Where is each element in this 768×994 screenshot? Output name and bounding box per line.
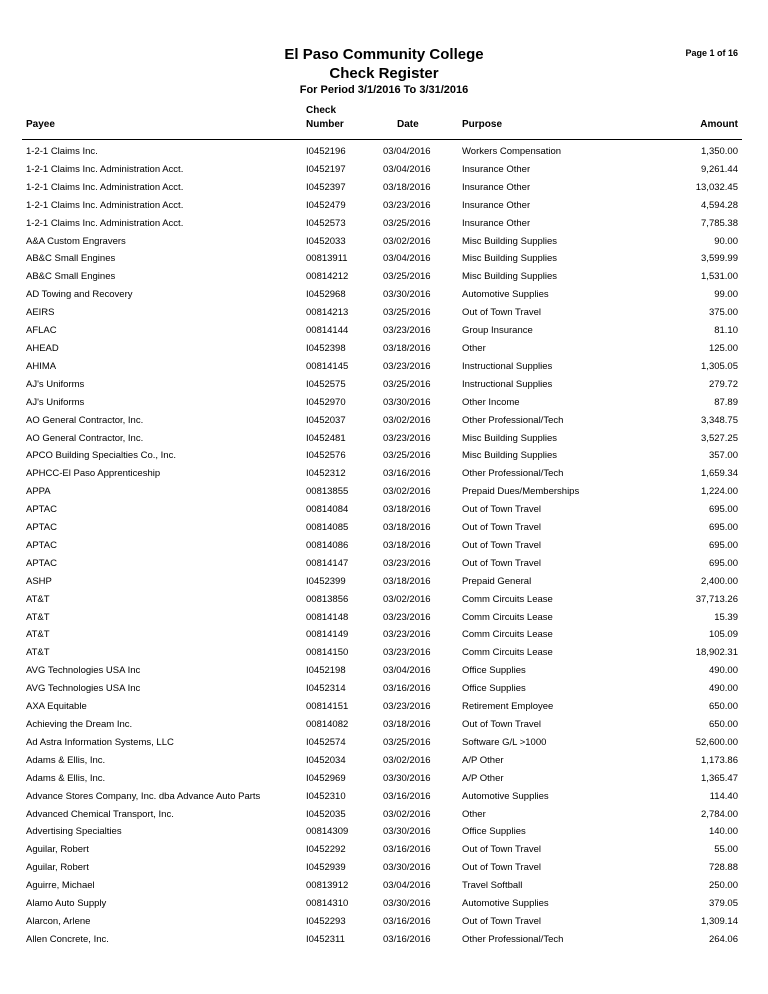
purpose-cell: Office Supplies xyxy=(462,683,526,695)
purpose-cell: Out of Town Travel xyxy=(462,539,542,551)
table-row xyxy=(0,483,768,501)
purpose-cell: Out of Town Travel xyxy=(462,862,542,874)
purpose-cell: Misc Building Supplies xyxy=(462,235,558,247)
payee-cell: AT&T xyxy=(26,629,50,641)
date-cell: 03/25/2016 xyxy=(383,217,431,229)
payee-cell: Achieving the Dream Inc. xyxy=(26,719,133,730)
payee-cell: APTAC xyxy=(26,522,57,534)
date-cell: 03/16/2016 xyxy=(383,683,431,695)
date-cell: 03/30/2016 xyxy=(383,772,431,784)
table-row xyxy=(0,734,768,752)
check-number-cell: I0452398 xyxy=(306,342,346,354)
check-number-cell: 00814144 xyxy=(306,325,349,337)
date-cell: 03/25/2016 xyxy=(383,378,431,390)
table-row xyxy=(0,555,768,573)
purpose-cell: Workers Compensation xyxy=(462,146,562,157)
date-cell: 03/18/2016 xyxy=(383,575,431,587)
purpose-cell: Out of Town Travel xyxy=(462,557,542,569)
payee-cell: AFLAC xyxy=(26,325,57,337)
date-cell: 03/18/2016 xyxy=(383,504,431,516)
purpose-cell: Out of Town Travel xyxy=(462,719,542,730)
amount-cell: 490.00 xyxy=(708,665,738,677)
purpose-cell: Misc Building Supplies xyxy=(462,271,558,283)
purpose-cell: Comm Circuits Lease xyxy=(462,647,553,659)
date-cell: 03/23/2016 xyxy=(383,199,431,211)
amount-cell: 52,600.00 xyxy=(695,736,738,748)
date-cell: 03/02/2016 xyxy=(383,414,431,426)
purpose-cell: Misc Building Supplies xyxy=(462,253,558,265)
table-row xyxy=(0,770,768,788)
payee-cell: Adams & Ellis, Inc. xyxy=(26,772,106,784)
purpose-cell: Other Professional/Tech xyxy=(462,933,564,945)
payee-cell: ASHP xyxy=(26,575,52,587)
table-row xyxy=(0,877,768,895)
payee-cell: APTAC xyxy=(26,504,57,516)
amount-cell: 7,785.38 xyxy=(701,217,738,229)
amount-cell: 1,350.00 xyxy=(701,146,738,157)
purpose-cell: Automotive Supplies xyxy=(462,898,549,910)
table-row xyxy=(0,143,768,161)
table-row xyxy=(0,197,768,215)
payee-cell: Adams & Ellis, Inc. xyxy=(26,754,106,766)
date-cell: 03/18/2016 xyxy=(383,342,431,354)
check-number-cell: I0452197 xyxy=(306,163,346,175)
payee-cell: Aguilar, Robert xyxy=(26,862,89,874)
check-number-cell: 00813856 xyxy=(306,593,349,605)
payee-cell: 1-2-1 Claims Inc. Administration Acct. xyxy=(26,199,184,211)
table-row xyxy=(0,609,768,627)
table-row xyxy=(0,358,768,376)
purpose-cell: Other xyxy=(462,342,486,354)
table-row xyxy=(0,412,768,430)
table-row xyxy=(0,913,768,931)
purpose-cell: Instructional Supplies xyxy=(462,360,553,372)
check-number-cell: I0452035 xyxy=(306,808,346,820)
date-cell: 03/02/2016 xyxy=(383,808,431,820)
amount-cell: 1,659.34 xyxy=(701,468,738,480)
check-number-cell: I0452399 xyxy=(306,575,346,587)
payee-cell: AT&T xyxy=(26,611,50,623)
table-row xyxy=(0,698,768,716)
table-row xyxy=(0,680,768,698)
date-cell: 03/04/2016 xyxy=(383,880,431,892)
amount-cell: 4,594.28 xyxy=(701,199,738,211)
amount-cell: 81.10 xyxy=(714,325,738,337)
page-number: Page 1 of 16 xyxy=(685,48,738,58)
payee-cell: AT&T xyxy=(26,593,50,605)
amount-cell: 1,309.14 xyxy=(701,915,738,927)
table-row xyxy=(0,286,768,304)
purpose-cell: Other xyxy=(462,808,486,820)
payee-cell: Alamo Auto Supply xyxy=(26,898,107,910)
purpose-cell: Office Supplies xyxy=(462,665,526,677)
purpose-cell: Out of Town Travel xyxy=(462,522,542,534)
payee-cell: APCO Building Specialties Co., Inc. xyxy=(26,450,176,462)
purpose-cell: Instructional Supplies xyxy=(462,378,553,390)
date-cell: 03/30/2016 xyxy=(383,862,431,874)
date-cell: 03/02/2016 xyxy=(383,593,431,605)
date-cell: 03/18/2016 xyxy=(383,181,431,193)
date-cell: 03/23/2016 xyxy=(383,629,431,641)
table-row xyxy=(0,644,768,662)
table-row xyxy=(0,430,768,448)
table-row xyxy=(0,591,768,609)
amount-cell: 695.00 xyxy=(708,522,738,534)
payee-cell: Advance Stores Company, Inc. dba Advance Auto Parts xyxy=(26,790,261,802)
header-divider xyxy=(22,139,742,140)
organization-name: El Paso Community College xyxy=(284,46,484,63)
amount-cell: 3,348.75 xyxy=(701,414,738,426)
table-row xyxy=(0,322,768,340)
amount-cell: 125.00 xyxy=(708,342,738,354)
purpose-cell: Other Income xyxy=(462,396,520,408)
payee-cell: Advertising Specialties xyxy=(26,826,122,838)
check-number-cell: 00814082 xyxy=(306,719,349,730)
table-row xyxy=(0,340,768,358)
check-number-cell: I0452292 xyxy=(306,844,346,856)
table-row xyxy=(0,233,768,251)
column-header-amount: Amount xyxy=(700,119,738,130)
purpose-cell: Software G/L >1000 xyxy=(462,736,547,748)
date-cell: 03/23/2016 xyxy=(383,611,431,623)
table-row xyxy=(0,931,768,949)
check-number-cell: I0452293 xyxy=(306,915,346,927)
table-row xyxy=(0,501,768,519)
check-number-cell: I0452576 xyxy=(306,450,346,462)
purpose-cell: A/P Other xyxy=(462,772,504,784)
check-number-cell: 00814086 xyxy=(306,539,349,551)
table-row xyxy=(0,519,768,537)
check-number-cell: 00814212 xyxy=(306,271,349,283)
check-number-cell: 00813855 xyxy=(306,486,349,498)
payee-cell: APTAC xyxy=(26,557,57,569)
table-row xyxy=(0,806,768,824)
purpose-cell: Prepaid General xyxy=(462,575,532,587)
table-row xyxy=(0,626,768,644)
date-cell: 03/25/2016 xyxy=(383,307,431,319)
payee-cell: Advanced Chemical Transport, Inc. xyxy=(26,808,174,820)
date-cell: 03/16/2016 xyxy=(383,468,431,480)
amount-cell: 1,173.86 xyxy=(701,754,738,766)
purpose-cell: Retirement Employee xyxy=(462,701,554,713)
payee-cell: 1-2-1 Claims Inc. Administration Acct. xyxy=(26,163,184,175)
payee-cell: 1-2-1 Claims Inc. Administration Acct. xyxy=(26,217,184,229)
purpose-cell: Out of Town Travel xyxy=(462,844,542,856)
amount-cell: 55.00 xyxy=(714,844,738,856)
table-row xyxy=(0,716,768,734)
purpose-cell: Misc Building Supplies xyxy=(462,450,558,462)
payee-cell: 1-2-1 Claims Inc. xyxy=(26,146,98,157)
amount-cell: 695.00 xyxy=(708,539,738,551)
check-number-cell: 00814213 xyxy=(306,307,349,319)
check-number-cell: I0452034 xyxy=(306,754,346,766)
payee-cell: AB&C Small Engines xyxy=(26,253,116,265)
check-number-cell: I0452939 xyxy=(306,862,346,874)
check-number-cell: 00814148 xyxy=(306,611,349,623)
check-number-cell: I0452968 xyxy=(306,289,346,301)
date-cell: 03/30/2016 xyxy=(383,898,431,910)
purpose-cell: Out of Town Travel xyxy=(462,915,542,927)
check-number-cell: I0452198 xyxy=(306,665,346,677)
check-number-cell: I0452310 xyxy=(306,790,346,802)
report-title: Check Register xyxy=(329,65,439,82)
amount-cell: 695.00 xyxy=(708,557,738,569)
amount-cell: 1,365.47 xyxy=(701,772,738,784)
date-cell: 03/30/2016 xyxy=(383,826,431,838)
payee-cell: APPA xyxy=(26,486,51,498)
amount-cell: 250.00 xyxy=(708,880,738,892)
payee-cell: AJ's Uniforms xyxy=(26,378,85,390)
purpose-cell: Comm Circuits Lease xyxy=(462,593,553,605)
amount-cell: 9,261.44 xyxy=(701,163,738,175)
purpose-cell: Automotive Supplies xyxy=(462,289,549,301)
date-cell: 03/02/2016 xyxy=(383,754,431,766)
purpose-cell: Out of Town Travel xyxy=(462,307,542,319)
date-cell: 03/23/2016 xyxy=(383,701,431,713)
check-number-cell: 00814085 xyxy=(306,522,349,534)
amount-cell: 379.05 xyxy=(708,898,738,910)
amount-cell: 375.00 xyxy=(708,307,738,319)
amount-cell: 114.40 xyxy=(709,790,738,802)
table-row xyxy=(0,859,768,877)
payee-cell: AHIMA xyxy=(26,360,57,372)
purpose-cell: Misc Building Supplies xyxy=(462,432,558,444)
date-cell: 03/18/2016 xyxy=(383,719,431,730)
amount-cell: 2,784.00 xyxy=(701,808,738,820)
amount-cell: 650.00 xyxy=(708,701,738,713)
table-row xyxy=(0,537,768,555)
amount-cell: 37,713.26 xyxy=(695,593,738,605)
amount-cell: 490.00 xyxy=(708,683,738,695)
amount-cell: 279.72 xyxy=(708,378,738,390)
date-cell: 03/04/2016 xyxy=(383,253,431,265)
payee-cell: AJ's Uniforms xyxy=(26,396,85,408)
payee-cell: AEIRS xyxy=(26,307,55,319)
table-row xyxy=(0,447,768,465)
table-row xyxy=(0,752,768,770)
check-number-cell: I0452969 xyxy=(306,772,346,784)
check-number-cell: 00814147 xyxy=(306,557,349,569)
date-cell: 03/25/2016 xyxy=(383,271,431,283)
amount-cell: 3,527.25 xyxy=(701,432,738,444)
date-cell: 03/18/2016 xyxy=(383,522,431,534)
purpose-cell: Office Supplies xyxy=(462,826,526,838)
purpose-cell: Comm Circuits Lease xyxy=(462,629,553,641)
date-cell: 03/16/2016 xyxy=(383,790,431,802)
amount-cell: 695.00 xyxy=(708,504,738,516)
check-number-cell: I0452397 xyxy=(306,181,346,193)
table-row xyxy=(0,268,768,286)
date-cell: 03/23/2016 xyxy=(383,360,431,372)
date-cell: 03/23/2016 xyxy=(383,325,431,337)
amount-cell: 357.00 xyxy=(708,450,738,462)
check-number-cell: 00814150 xyxy=(306,647,349,659)
payee-cell: AB&C Small Engines xyxy=(26,271,116,283)
column-header-purpose: Purpose xyxy=(462,119,503,130)
column-header-date: Date xyxy=(397,119,419,130)
amount-cell: 99.00 xyxy=(714,289,738,301)
payee-cell: AT&T xyxy=(26,647,50,659)
check-number-cell: I0452970 xyxy=(306,396,346,408)
date-cell: 03/30/2016 xyxy=(383,289,431,301)
table-row xyxy=(0,841,768,859)
table-row xyxy=(0,215,768,233)
table-row xyxy=(0,376,768,394)
column-header-check-line1: Check xyxy=(306,105,337,116)
check-number-cell: 00814309 xyxy=(306,826,349,838)
date-cell: 03/04/2016 xyxy=(383,665,431,677)
date-cell: 03/23/2016 xyxy=(383,557,431,569)
amount-cell: 140.00 xyxy=(708,826,738,838)
check-number-cell: I0452311 xyxy=(306,933,345,945)
purpose-cell: Group Insurance xyxy=(462,325,533,337)
amount-cell: 264.06 xyxy=(708,933,738,945)
check-number-cell: I0452574 xyxy=(306,736,346,748)
check-number-cell: 00814149 xyxy=(306,629,349,641)
purpose-cell: Automotive Supplies xyxy=(462,790,549,802)
payee-cell: A&A Custom Engravers xyxy=(26,235,126,247)
table-row xyxy=(0,394,768,412)
date-cell: 03/16/2016 xyxy=(383,844,431,856)
date-cell: 03/04/2016 xyxy=(383,146,431,157)
amount-cell: 1,305.05 xyxy=(701,360,738,372)
date-cell: 03/25/2016 xyxy=(383,450,431,462)
column-header-check xyxy=(306,104,344,132)
date-cell: 03/23/2016 xyxy=(383,647,431,659)
date-cell: 03/16/2016 xyxy=(383,933,431,945)
payee-cell: Aguirre, Michael xyxy=(26,880,95,892)
table-row xyxy=(0,161,768,179)
date-cell: 03/18/2016 xyxy=(383,539,431,551)
report-period: For Period 3/1/2016 To 3/31/2016 xyxy=(299,84,469,96)
check-number-cell: I0452479 xyxy=(306,199,346,211)
amount-cell: 87.89 xyxy=(714,396,738,408)
check-number-cell: I0452481 xyxy=(306,432,346,444)
purpose-cell: Comm Circuits Lease xyxy=(462,611,553,623)
purpose-cell: Other Professional/Tech xyxy=(462,414,564,426)
purpose-cell: Insurance Other xyxy=(462,163,531,175)
payee-cell: AHEAD xyxy=(26,342,59,354)
table-row xyxy=(0,465,768,483)
date-cell: 03/30/2016 xyxy=(383,396,431,408)
table-row xyxy=(0,304,768,322)
date-cell: 03/04/2016 xyxy=(383,163,431,175)
payee-cell: AVG Technologies USA Inc xyxy=(26,665,141,677)
payee-cell: AD Towing and Recovery xyxy=(26,289,133,301)
amount-cell: 728.88 xyxy=(708,862,738,874)
check-number-cell: 00813912 xyxy=(306,880,349,892)
payee-cell: APTAC xyxy=(26,539,57,551)
payee-cell: Ad Astra Information Systems, LLC xyxy=(26,736,174,748)
amount-cell: 1,531.00 xyxy=(701,271,738,283)
table-row xyxy=(0,250,768,268)
purpose-cell: Insurance Other xyxy=(462,199,531,211)
amount-cell: 650.00 xyxy=(708,719,738,730)
table-row xyxy=(0,179,768,197)
payee-cell: Alarcon, Arlene xyxy=(26,915,91,927)
amount-cell: 105.09 xyxy=(708,629,738,641)
table-row xyxy=(0,788,768,806)
payee-cell: AO General Contractor, Inc. xyxy=(26,432,144,444)
table-row xyxy=(0,662,768,680)
purpose-cell: Other Professional/Tech xyxy=(462,468,564,480)
check-number-cell: I0452037 xyxy=(306,414,346,426)
payee-cell: APHCC-El Paso Apprenticeship xyxy=(26,468,161,480)
amount-cell: 15.39 xyxy=(714,611,738,623)
check-number-cell: I0452314 xyxy=(306,683,346,695)
payee-cell: AO General Contractor, Inc. xyxy=(26,414,144,426)
table-row xyxy=(0,895,768,913)
amount-cell: 3,599.99 xyxy=(701,253,738,265)
payee-cell: 1-2-1 Claims Inc. Administration Acct. xyxy=(26,181,184,193)
purpose-cell: Insurance Other xyxy=(462,217,531,229)
column-header-check-line2: Number xyxy=(306,119,344,130)
check-number-cell: I0452575 xyxy=(306,378,346,390)
check-number-cell: I0452573 xyxy=(306,217,346,229)
date-cell: 03/02/2016 xyxy=(383,235,431,247)
check-number-cell: 00813911 xyxy=(306,253,348,265)
check-number-cell: I0452033 xyxy=(306,235,346,247)
payee-cell: AVG Technologies USA Inc xyxy=(26,683,141,695)
amount-cell: 2,400.00 xyxy=(701,575,738,587)
amount-cell: 90.00 xyxy=(714,235,738,247)
purpose-cell: Insurance Other xyxy=(462,181,531,193)
date-cell: 03/02/2016 xyxy=(383,486,431,498)
check-register-table xyxy=(0,143,768,949)
purpose-cell: A/P Other xyxy=(462,754,504,766)
payee-cell: Allen Concrete, Inc. xyxy=(26,933,109,945)
check-number-cell: I0452312 xyxy=(306,468,346,480)
check-number-cell: 00814310 xyxy=(306,898,349,910)
amount-cell: 1,224.00 xyxy=(701,486,738,498)
check-number-cell: 00814145 xyxy=(306,360,349,372)
check-number-cell: 00814151 xyxy=(306,701,349,713)
amount-cell: 13,032.45 xyxy=(695,181,738,193)
payee-cell: Aguilar, Robert xyxy=(26,844,89,856)
check-number-cell: 00814084 xyxy=(306,504,349,516)
check-number-cell: I0452196 xyxy=(306,146,346,157)
payee-cell: AXA Equitable xyxy=(26,701,87,713)
column-header-payee: Payee xyxy=(26,119,55,130)
purpose-cell: Travel Softball xyxy=(462,880,523,892)
purpose-cell: Out of Town Travel xyxy=(462,504,542,516)
purpose-cell: Prepaid Dues/Memberships xyxy=(462,486,580,498)
date-cell: 03/16/2016 xyxy=(383,915,431,927)
amount-cell: 18,902.31 xyxy=(695,647,738,659)
table-row xyxy=(0,573,768,591)
date-cell: 03/23/2016 xyxy=(383,432,431,444)
date-cell: 03/25/2016 xyxy=(383,736,431,748)
table-row xyxy=(0,823,768,841)
